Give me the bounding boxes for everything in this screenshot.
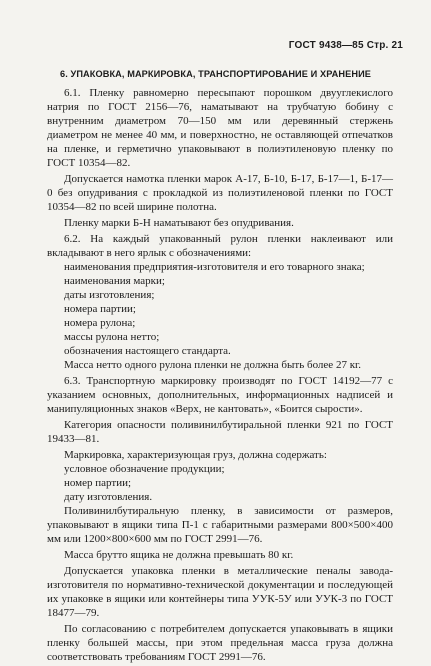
paragraph-hazard-category: Категория опасности поливинилбутиральной пленки 921 по ГОСТ 19433—81. xyxy=(47,419,393,446)
label-item-manufacturer: наименования предприятия-изготовителя и его товарного знака; xyxy=(64,260,365,273)
list-item: условное обозначение продукции; xyxy=(64,463,225,475)
list-item: наименования марки; xyxy=(64,275,165,287)
paragraph-6-1: 6.1. Пленку равномерно пересыпают порошком двууглекислого натрия по ГОСТ 2156—76, наматывают на трубчатую бобину с внутренним диаметром 70—150 мм или деревянный стержень диаметром не менее 40 мм, и поверхностно, не оставляющей отпечатков на пленке, и герметично упаковывают в полиэтиленовую пленку по ГОСТ 10354—82. xyxy=(47,87,393,170)
document-body xyxy=(47,86,393,666)
list-item: номера рулона; xyxy=(64,317,136,330)
paragraph-roll-mass: Масса нетто одного рулона пленки не должна быть более 27 кг. xyxy=(64,359,362,372)
list-item: номер партии; xyxy=(64,477,132,490)
page-header: ГОСТ 9438—85 Стр. 21 xyxy=(288,40,403,51)
paragraph-gross-mass: Масса брутто ящика не должна превышать 80 кг. xyxy=(64,549,294,562)
list-item: дату изготовления. xyxy=(64,491,153,504)
paragraph-cargo-marking: Маркировка, характеризующая груз, должна содержать: xyxy=(64,448,327,461)
paragraph-bn-winding: Пленку марки Б-Н наматывают без опудривания. xyxy=(64,217,294,230)
paragraph-winding-allowance: Допускается намотка пленки марок А-17, Б-10, Б-17, Б-17—1, Б-17—0 без опудривания с прокладкой из полиэтиленовой пленки по ГОСТ 10354—82 по всей ширине полотна. xyxy=(47,173,393,214)
paragraph-box-packing: Поливинилбутиральную пленку, в зависимости от размеров, упаковывают в ящики типа П-1 с габаритными размерами 800×500×400 мм или 1200×800×600 мм по ГОСТ 2991—76. xyxy=(47,505,393,546)
paragraph-metal-cases: Допускается упаковка пленки в металлические пеналы завода-изготовителя по нормативно-технической документации и последующей их упаковке в ящики или контейнеры типа УУК-5У или УУК-3 по ГОСТ 18477—79. xyxy=(47,564,393,620)
marking-list xyxy=(47,462,393,504)
paragraph-6-3: 6.3. Транспортную маркировку производят по ГОСТ 14192—77 с указанием основных, дополнительных, информационных надписей и манипуляционных знаков «Верх, не кантовать», «Боится сырости». xyxy=(47,375,393,416)
list-item: массы рулона нетто; xyxy=(64,331,160,344)
section-title: 6. УПАКОВКА, МАРКИРОВКА, ТРАНСПОРТИРОВАНИЕ И ХРАНЕНИЕ xyxy=(59,69,372,79)
paragraph-6-2: 6.2. На каждый упакованный рулон пленки наклеивают или вкладывают в него ярлык с обозначениями: xyxy=(47,232,393,259)
paragraph-consumer-agreement: По согласованию с потребителем допускается упаковывать в ящики пленку большей массы, при этом предельная масса груза должна соответствовать требованиям ГОСТ 2991—76. xyxy=(47,622,393,663)
list-item: номера партии; xyxy=(64,303,136,316)
list-item: даты изготовления; xyxy=(64,289,155,302)
label-list xyxy=(47,274,393,358)
list-item: обозначения настоящего стандарта. xyxy=(64,345,231,358)
